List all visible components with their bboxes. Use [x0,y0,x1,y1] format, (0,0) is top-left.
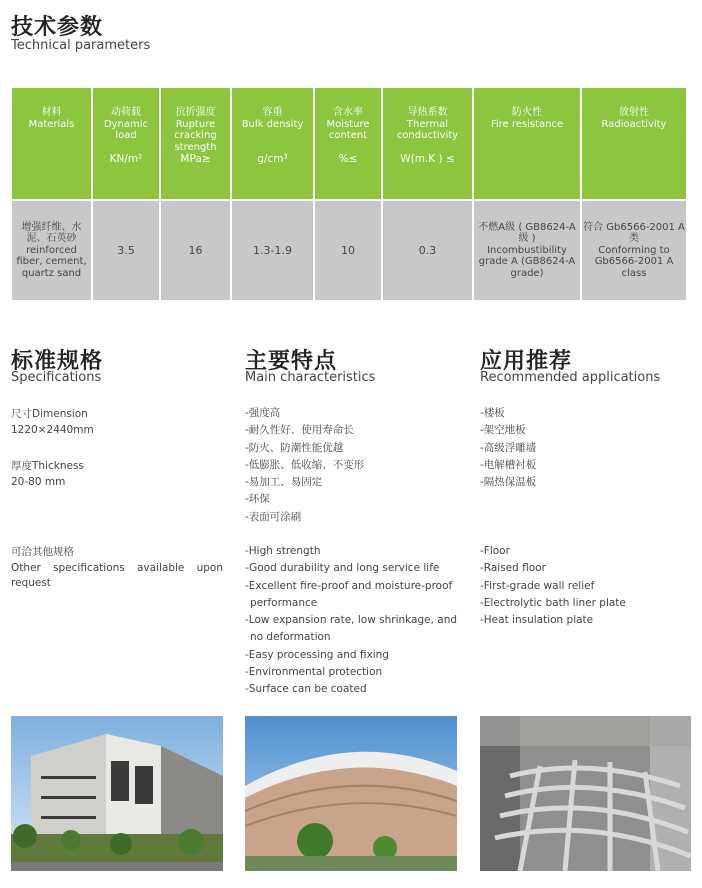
header-unit: g/cm³ [257,153,288,165]
header-cell [232,88,313,199]
main-title: 主要特点 [245,349,338,374]
list-item: -隔热保温板 [480,476,537,489]
radio-en: Conforming to Gb6566-2001 A class [594,244,674,279]
spec-subtitle: Specifications [11,370,102,385]
list-item: -Raised floor [480,562,546,575]
apps-subtitle: Recommended applications [480,370,661,385]
list-item: -Electrolytic bath liner plate [480,596,626,609]
list-item: -Heat insulation plate [480,614,594,627]
list-item: -电解槽衬板 [480,458,537,471]
header-en: Radioactivity [601,118,667,130]
header-cn: 含水率 [333,107,363,118]
list-item: -Floor [480,545,510,557]
characteristics-cn-list [245,405,364,526]
list-item: -Easy processing and fixing [245,648,389,661]
header-cell [582,88,686,199]
page-subtitle: Technical parameters [11,38,151,53]
list-item: -Good durability and long service life [245,562,440,575]
table-cell: 0.3 [383,201,472,300]
table-cell: 1.3-1.9 [232,201,313,300]
list-item: -架空地板 [480,424,526,437]
fire-en: Incombustibility grade A (GB8624-A grade) [478,244,576,279]
building-photo [11,716,223,871]
header-unit: MPa≥ [180,153,211,165]
header-cn: 导热系数 [407,107,448,118]
list-item: -环保 [245,493,270,506]
applications-cn-list [480,405,536,491]
list-item: performance [250,596,318,609]
header-cell [93,88,159,199]
header-cn: 抗折强度 [175,107,216,118]
header-unit: W(m.K ) ≤ [400,153,455,165]
list-item: -Low expansion rate, low shrinkage, and [245,614,458,627]
header-cell [474,88,580,199]
material-cn: 增强纤维、水泥、石英砂 [21,221,82,245]
header-cell [383,88,472,199]
list-item: -楼板 [480,407,505,419]
header-en: Bulk density [241,118,304,130]
list-item: -Environmental protection [245,666,383,679]
spec-title: 标准规格 [11,349,104,374]
list-item: -高级浮雕墙 [480,441,537,454]
header-en: Fire resistance [490,118,564,130]
fire-cn: 不燃A级 ( GB8624-A级 ) [478,221,576,245]
header-en: Thermal conductivity [396,118,459,141]
applications-en-list [480,543,626,629]
dimension-label: 尺寸Dimension [11,408,88,420]
header-cell [315,88,381,199]
header-cn: 容重 [262,107,283,118]
other-specs-en-2: request [11,577,51,589]
list-item: -First-grade wall relief [480,579,595,592]
header-cn: 防火性 [512,107,542,118]
list-item: -Surface can be coated [245,683,367,696]
other-specs-en: Other specifications available upon [11,562,223,574]
header-unit: %≤ [338,153,358,165]
list-item: -强度高 [245,407,281,419]
table-cell: 16 [161,201,230,300]
list-item: -表面可涂刷 [245,510,302,523]
floor-frame-photo [480,716,691,871]
radio-cn: 符合 Gb6566-2001 A类 [583,221,685,245]
thickness-value: 20-80 mm [11,476,66,488]
thickness-label: 厚度Thickness [11,460,84,472]
table-cell [582,201,686,300]
list-item: -Excellent fire-proof and moisture-proof [245,579,453,592]
header-en: Rupture cracking strength [174,118,217,153]
header-cn: 动荷载 [111,107,141,118]
page-title: 技术参数 [11,15,104,40]
list-item: -易加工、易固定 [245,476,323,489]
table-cell: 3.5 [93,201,159,300]
stadium-photo [245,716,457,871]
header-en: Moisture content [326,118,370,141]
header-en: Dynamic load [103,118,149,141]
list-item: -High strength [245,545,321,557]
header-en: Materials [28,118,75,130]
header-cn: 材料 [41,107,62,118]
table-cell: 10 [315,201,381,300]
dimension-value: 1220×2440mm [11,424,94,436]
header-cn: 放射性 [619,107,649,118]
characteristics-en-list [245,543,457,699]
list-item: -耐久性好、使用寿命长 [245,424,354,437]
header-unit: KN/m² [109,153,143,165]
apps-title: 应用推荐 [480,349,573,374]
list-item: no deformation [250,631,331,644]
table-cell [474,201,580,300]
table-row [12,201,686,300]
material-en: reinforced fiber, cement, quartz sand [16,244,87,279]
main-subtitle: Main characteristics [245,370,376,385]
header-cell [161,88,230,199]
table-cell [12,201,91,300]
table-header-row [12,88,686,199]
other-specs-cn: 可洽其他规格 [11,546,74,558]
list-item: -低膨胀、低收缩、不变形 [245,458,365,471]
list-item: -防火、防潮性能优越 [245,441,344,454]
header-cell [12,88,91,199]
